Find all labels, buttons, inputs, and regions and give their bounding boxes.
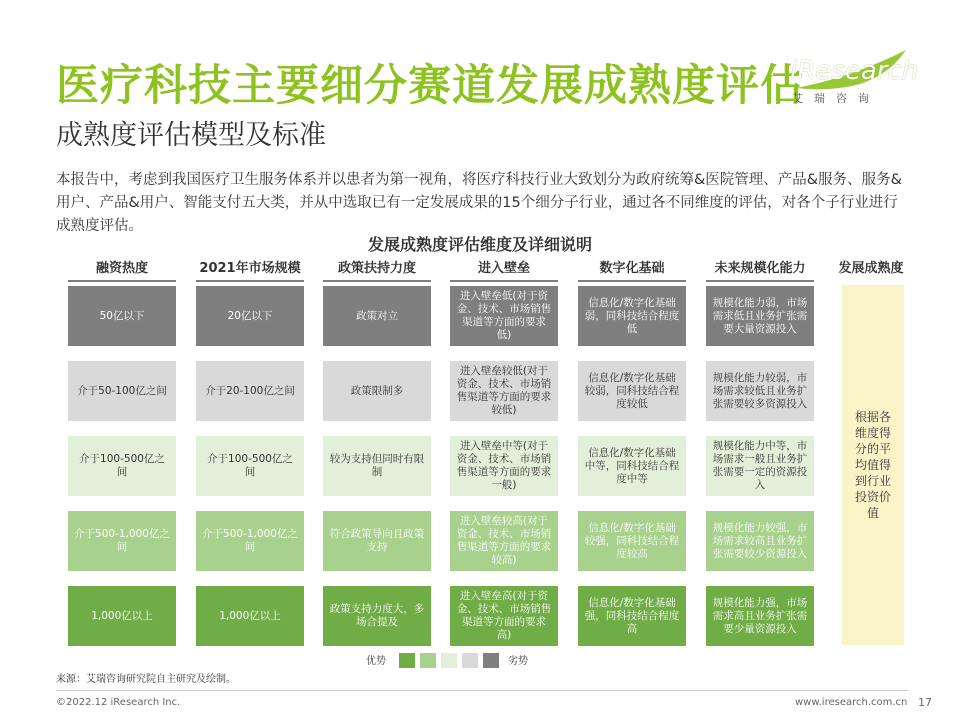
- column-header: 进入壁垒: [450, 258, 558, 282]
- column-header: 融资热度: [68, 258, 176, 282]
- table-cell: 20亿以下: [196, 286, 304, 346]
- table-cell: 介于50-100亿之间: [68, 361, 176, 421]
- table-cell: 信息化/数字化基础较强，同科技结合程度较高: [578, 511, 686, 571]
- table-cell: 介于500-1,000亿之间: [68, 511, 176, 571]
- page-subtitle: 成熟度评估模型及标准: [56, 120, 326, 151]
- intro-paragraph: 本报告中，考虑到我国医疗卫生服务体系并以患者为第一视角，将医疗科技行业大致划分为政府统筹&医院管理、产品&服务、服务&用户、产品&用户、智能支付五大类，并从中选取已有一定发展成果的15个细分子行业，通过各不同维度的评估，对各个子行业进行成熟度评估。: [56, 172, 902, 234]
- table-cell: 规模化能力较弱，市场需求较低且业务扩张需要较多资源投入: [706, 361, 814, 421]
- footer-website: www.iresearch.com.cn: [795, 697, 908, 708]
- maturity-description: 根据各维度得分的平均值得到行业投资价值: [842, 285, 904, 645]
- table-cell: 介于100-500亿之间: [68, 436, 176, 496]
- table-cell: 进入壁垒低(对于资金、技术、市场销售渠道等方面的要求低): [450, 286, 558, 346]
- page-number: 17: [918, 696, 932, 709]
- column-header: 数字化基础: [578, 258, 686, 282]
- column-header: 未来规模化能力: [706, 258, 814, 282]
- table-cell: 较为支持但同时有限制: [323, 436, 431, 496]
- column-header: 2021年市场规模: [196, 258, 304, 282]
- table-cell: 信息化/数字化基础弱，同科技结合程度低: [578, 286, 686, 346]
- table-cell: 1,000亿以上: [68, 586, 176, 646]
- table-cell: 介于20-100亿之间: [196, 361, 304, 421]
- table-cell: 进入壁垒中等(对于资金、技术、市场销售渠道等方面的要求一般): [450, 436, 558, 496]
- table-cell: 政策支持力度大，多场合提及: [323, 586, 431, 646]
- page-title: 医疗科技主要细分赛道发展成熟度评估: [56, 61, 804, 111]
- legend-right-label: 劣势: [508, 656, 528, 667]
- footer-divider: [56, 690, 908, 691]
- legend-left-label: 优势: [366, 656, 386, 667]
- table-cell: 进入壁垒高(对于资金、技术、市场销售渠道等方面的要求高): [450, 586, 558, 646]
- legend-swatch: [399, 653, 415, 668]
- table-cell: 符合政策导向且政策支持: [323, 511, 431, 571]
- table-title: 发展成熟度评估维度及详细说明: [367, 235, 592, 254]
- legend-swatch: [441, 653, 457, 668]
- legend-swatch: [462, 653, 478, 668]
- logo-brand-text: iResearch: [790, 56, 919, 86]
- table-cell: 规模化能力弱，市场需求低且业务扩张需要大量资源投入: [706, 286, 814, 346]
- table-cell: 介于100-500亿之间: [196, 436, 304, 496]
- table-cell: 进入壁垒较低(对于资金、技术、市场销售渠道等方面的要求较低): [450, 361, 558, 421]
- legend-swatch: [483, 653, 499, 668]
- table-cell: 规模化能力强，市场需求高且业务扩张需要少量资源投入: [706, 586, 814, 646]
- table-cell: 规模化能力较强，市场需求较高且业务扩张需要较少资源投入: [706, 511, 814, 571]
- iresearch-logo: [790, 48, 919, 108]
- table-cell: 介于500-1,000亿之间: [196, 511, 304, 571]
- column-header: 发展成熟度: [838, 261, 904, 276]
- source-note: 来源：艾瑞咨询研究院自主研究及绘制。: [56, 674, 236, 685]
- table-cell: 政策限制多: [323, 361, 431, 421]
- table-cell: 信息化/数字化基础强，同科技结合程度高: [578, 586, 686, 646]
- table-cell: 50亿以下: [68, 286, 176, 346]
- legend-swatch: [420, 653, 436, 668]
- footer-copyright: ©2022.12 iResearch Inc.: [56, 697, 181, 708]
- column-header: 政策扶持力度: [323, 258, 431, 282]
- table-cell: 信息化/数字化基础中等，同科技结合程度中等: [578, 436, 686, 496]
- logo-sub-text: 艾瑞咨询: [792, 92, 880, 105]
- table-cell: 政策对立: [323, 286, 431, 346]
- table-cell: 规模化能力中等，市场需求一般且业务扩张需要一定的资源投入: [706, 436, 814, 496]
- table-cell: 进入壁垒较高(对于资金、技术、市场销售渠道等方面的要求较高): [450, 511, 558, 571]
- table-cell: 1,000亿以上: [196, 586, 304, 646]
- table-cell: 信息化/数字化基础较弱，同科技结合程度较低: [578, 361, 686, 421]
